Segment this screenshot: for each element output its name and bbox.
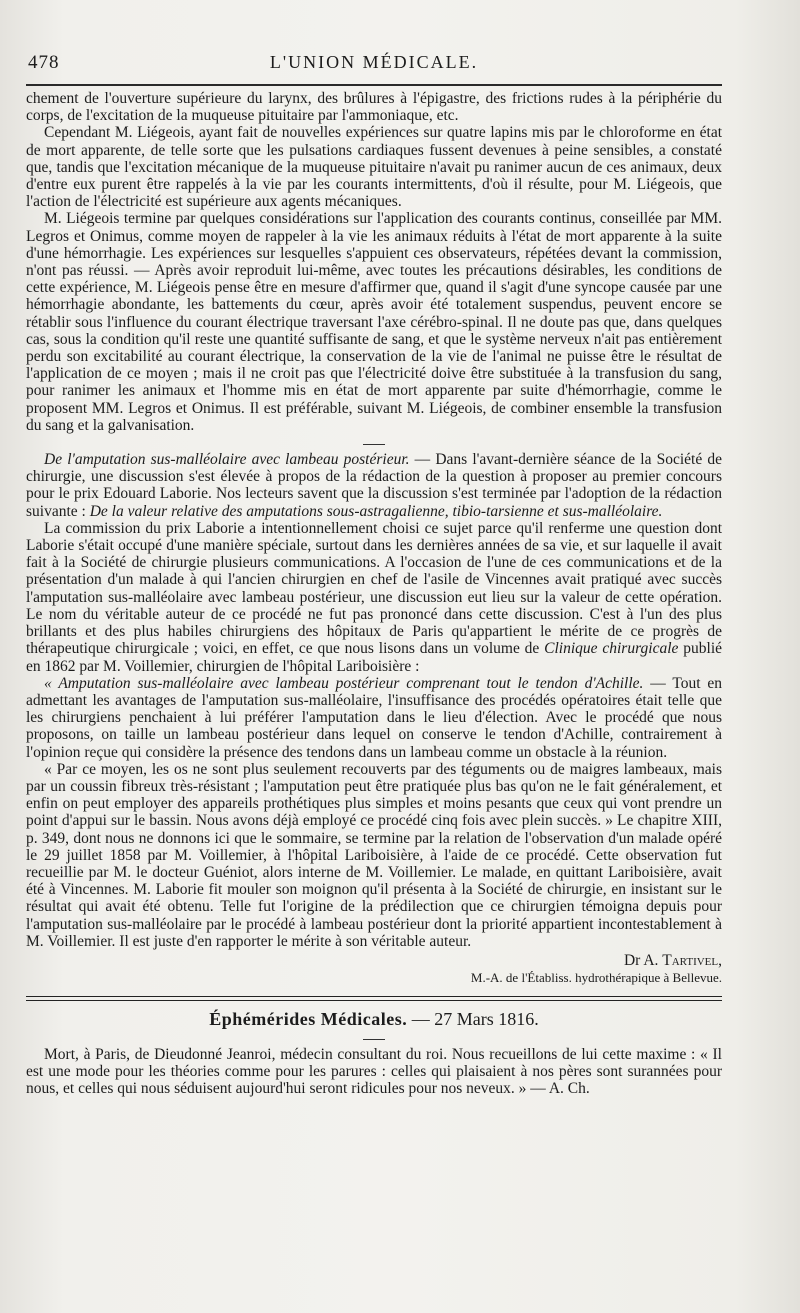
amputation-article-title: De l'amputation sus-malléolaire avec lambeau postérieur. <box>44 451 410 469</box>
running-title: L'UNION MÉDICALE. <box>269 52 479 72</box>
paragraph-ephemerides: Mort, à Paris, de Dieudonné Jeanroi, médecin consultant du roi. Nous recueillons de lui cette maxime : « Il est une mode pour les théories comme pour les parures : celles qui plaisaient à nos pères sont surannées pour nous, et celles qui nous séduisent aujourd'hui seront ridicules pour nos neveux. » — A. Ch. <box>26 1045 722 1097</box>
paragraph-liegeois-experiments: Cependant M. Liégeois, ayant fait de nouvelles expériences sur quatre lapins mis par le chloroforme en état de mort apparente, de telle sorte que les pulsations cardiaques fussent devenues à peine sensibles, a constaté que, tandis que l'excitation mécanique de la muqueuse pituitaire n'avait pu ranimer aucun de ces animaux, deux d'entre eux purent être rappelés à la vie par les courants intermittents, d'où il résulte, pour M. Liégeois, que l'action de l'électricité est supérieure aux agents mécaniques. <box>26 124 722 211</box>
paragraph-amputation-intro <box>26 451 722 520</box>
prize-question: De la valeur relative des amputations sous-astragalienne, tibio-tarsienne et sus-malléolaire. <box>89 502 663 520</box>
paragraph-continuous-currents: M. Liégeois termine par quelques considérations sur l'application des courants continus, conseillée par MM. Legros et Onimus, comme moyen de rappeler à la vie les animaux réduits à l'état de mort apparente à la suite d'une hémorrhagie. Les expériences sur lesquelles s'appuient ces observateurs, répétées devant la commission, n'ont pas réussi. — Après avoir reproduit lui-même, avec toutes les précautions désirables, les conditions de cette expérience, M. Liégeois pense être en mesure d'affirmer que, quand il s'agit d'une syncope causée par une hémorrhagie abondante, les battements du cœur, après avoir été totalement suspendus, peuvent encore se rétablir sous l'influence du courant électrique traversant l'axe cérébro-spinal. Il ne doute pas que, dans quelques cas, sous la condition qu'il reste une quantité suffisante de sang, et que le système nerveux n'ait pas entièrement perdu son excitabilité au courant électrique, la conservation de la vie de l'animal ne puisse être le résultat de l'application de ce moyen ; mais il ne croit pas que l'électricité doive être substituée à la transfusion du sang, pour ranimer les animaux et l'homme mis en état de mort apparente par suite d'hémorrhagie, comme le proposent MM. Legros et Onimus. Il est préférable, suivant M. Liégeois, de combiner ensemble la transfusion du sang et la galvanisation. <box>26 210 722 434</box>
header-rule <box>26 84 722 86</box>
amputation-intro-text: — Dans l'avant-dernière séance de la Société de chirurgie, une discussion s'est élevée à propos de la rédaction de la question à proposer au premier concours pour le prix Edouard Laborie. Nos lecteurs savent que la discussion s'est terminée par l'adoption de la rédaction suivante : <box>26 451 722 520</box>
paragraph-quote-procedure <box>26 675 722 761</box>
paragraph-laborie-commission <box>26 520 722 675</box>
article-body <box>26 90 722 1097</box>
page-number: 478 <box>28 52 60 73</box>
quoted-procedure-title: « Amputation sus-malléolaire avec lambeau postérieur comprenant tout le tendon d'Achille. <box>44 674 644 692</box>
book-title: Clinique chirurgicale <box>544 640 679 658</box>
section-double-rule <box>26 996 722 1001</box>
ephemerides-date: — 27 Mars 1816. <box>407 1009 539 1030</box>
ephemerides-heading <box>26 1011 722 1028</box>
signature-block <box>26 952 722 986</box>
ephemerides-separator <box>363 1039 385 1040</box>
author-institution: M.-A. de l'Établiss. hydrothérapique à Bellevue. <box>470 970 722 986</box>
author-name <box>26 952 722 969</box>
paragraph-quote-results: « Par ce moyen, les os ne sont plus seulement recouverts par des téguments ou de maigres lambeaux, mais par un coussin fibreux très-résistant ; l'amputation peut être pratiquée plus bas qu'on ne le fait généralement, et enfin on peut employer des appareils prothétiques plus simples et moins pesants que ceux qui vont prendre un point d'appui sur le bassin. Nous avons déjà employé ce procédé cinq fois avec plein succès. » Le chapitre XIII, p. 349, dont nous ne donnons ici que le sommaire, se termine par la relation de l'observation d'un malade opéré le 29 juillet 1858 par M. Voillemier, à l'hôpital Lariboisière, à l'aide de ce procédé. Cette observation fut recueillie par M. le docteur Guéniot, alors interne de M. Voillemier. Le malade, en quittant Lariboisière, avait été à Vincennes. M. Laborie fit mouler son moignon qu'il présenta à la Société de chirurgie, en insistant sur le résultat qui avait été obtenu. Telle fut l'origine de la prédilection que ce chirurgien témoigna depuis pour l'amputation sus-malléolaire par le procédé à lambeau postérieur dont la priorité appartient incontestablement à M. Voillemier. Il est juste d'en rapporter le mérite à son véritable auteur. <box>26 760 722 950</box>
quoted-procedure-text: — Tout en admettant les avantages de l'amputation sus-malléolaire, l'insuffisance des procédés opératoires était telle que les chirurgiens penchaient à lui préférer l'amputation dans le lieu d'élection. Avec le procédé que nous proposons, on taille un lambeau postérieur dans lequel on conserve le tendon d'Achille, contrairement à l'opinion reçue qui considère la présence des tendons dans un lambeau comme un obstacle à la réunion. <box>26 674 723 761</box>
author-surname: Tartivel, <box>662 951 722 969</box>
paragraph-continuation: chement de l'ouverture supérieure du larynx, des brûlures à l'épigastre, des frictions rudes à la périphérie du corps, de l'excitation de la muqueuse pituitaire par l'ammoniaque, etc. <box>26 90 722 125</box>
page-header <box>28 52 720 78</box>
ephemerides-title: Éphémérides Médicales. <box>209 1009 408 1030</box>
commission-text-end: publié en 1862 par M. Voillemier, chirurgien de l'hôpital Lariboisière : <box>26 640 723 675</box>
commission-text: La commission du prix Laborie a intentionnellement choisi ce sujet parce qu'il renferme une question dont Laborie s'était occupé d'une manière spéciale, surtout dans les dernières années de sa vie, et sur laquelle il avait fait à la Société de chirurgie plusieurs communications. A l'occasion de l'une de ces communications et de la présentation d'un malade à qui l'ancien chirurgien en chef de l'asile de Vincennes avait pratiqué avec succès l'amputation sus-malléolaire avec lambeau postérieur, une discussion eut lieu sur la valeur de cette opération. Le nom du véritable auteur de ce procédé ne fut pas prononcé dans cette discussion. C'est à l'un des plus brillants et des plus habiles chirurgiens des hôpitaux de Paris qu'appartient le mérite de ce progrès de thérapeutique chirurgicale ; voici, en effet, ce que nous lisons dans un volume de <box>26 519 722 658</box>
author-prefix: Dr A. <box>623 951 663 969</box>
section-separator <box>363 444 385 445</box>
